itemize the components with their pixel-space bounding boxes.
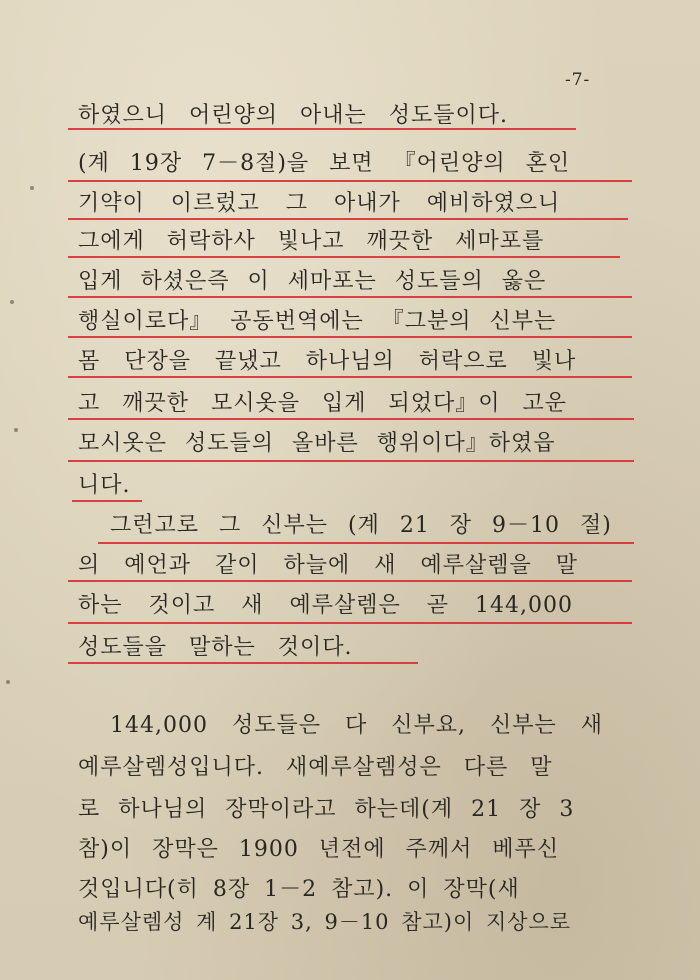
text-line: 하였으니 어린양의 아내는 성도들이다. [78, 103, 509, 128]
text-line: 고 깨끗한 모시옷을 입게 되었다』이 고운 [78, 391, 567, 416]
paper-speck [10, 300, 14, 304]
text-line: 참)이 장막은 1900 년전에 주께서 베푸신 [78, 837, 560, 862]
text-line: 성도들을 말하는 것이다. [78, 635, 353, 660]
text-line: 로 하나님의 장막이라고 하는데(계 21 장 3 [78, 797, 575, 822]
paper-speck [6, 680, 10, 684]
text-line: 것입니다(히 8장 1－2 참고). 이 장막(새 [78, 877, 520, 902]
underline [68, 622, 632, 624]
text-line: 그런고로 그 신부는 (계 21 장 9－10 절) [110, 513, 612, 538]
page-number: -7- [565, 70, 591, 90]
underline [68, 460, 634, 462]
underline [68, 180, 632, 182]
text-line: 예루살렘성 계 21장 3, 9－10 참고)이 지상으로 [78, 910, 572, 934]
text-line: 몸 단장을 끝냈고 하나님의 허락으로 빛나 [78, 349, 577, 374]
underline [98, 542, 634, 544]
paper-speck [30, 186, 34, 190]
text-line: 니다. [78, 473, 131, 498]
text-line: 144,000 성도들은 다 신부요, 신부는 새 [110, 713, 603, 738]
text-line: 기약이 이르렀고 그 아내가 예비하였으니 [78, 191, 561, 216]
text-line: 모시옷은 성도들의 올바른 행위이다』하였읍 [78, 431, 556, 456]
paper-speck [14, 428, 18, 432]
text-line: 행실이로다』 공동번역에는 『그분의 신부는 [78, 309, 557, 334]
text-line: 예루살렘성입니다. 새예루살렘성은 다른 말 [78, 755, 553, 780]
text-line: 하는 것이고 새 예루살렘은 곧 144,000 [78, 593, 573, 618]
text-line: (계 19장 7－8절)을 보면 『어린양의 혼인 [78, 151, 571, 176]
text-line: 그에게 허락하사 빛나고 깨끗한 세마포를 [78, 229, 545, 254]
text-line: 입게 하셨은즉 이 세마포는 성도들의 옳은 [78, 269, 547, 294]
text-line: 의 예언과 같이 하늘에 새 예루살렘을 말 [78, 553, 578, 578]
